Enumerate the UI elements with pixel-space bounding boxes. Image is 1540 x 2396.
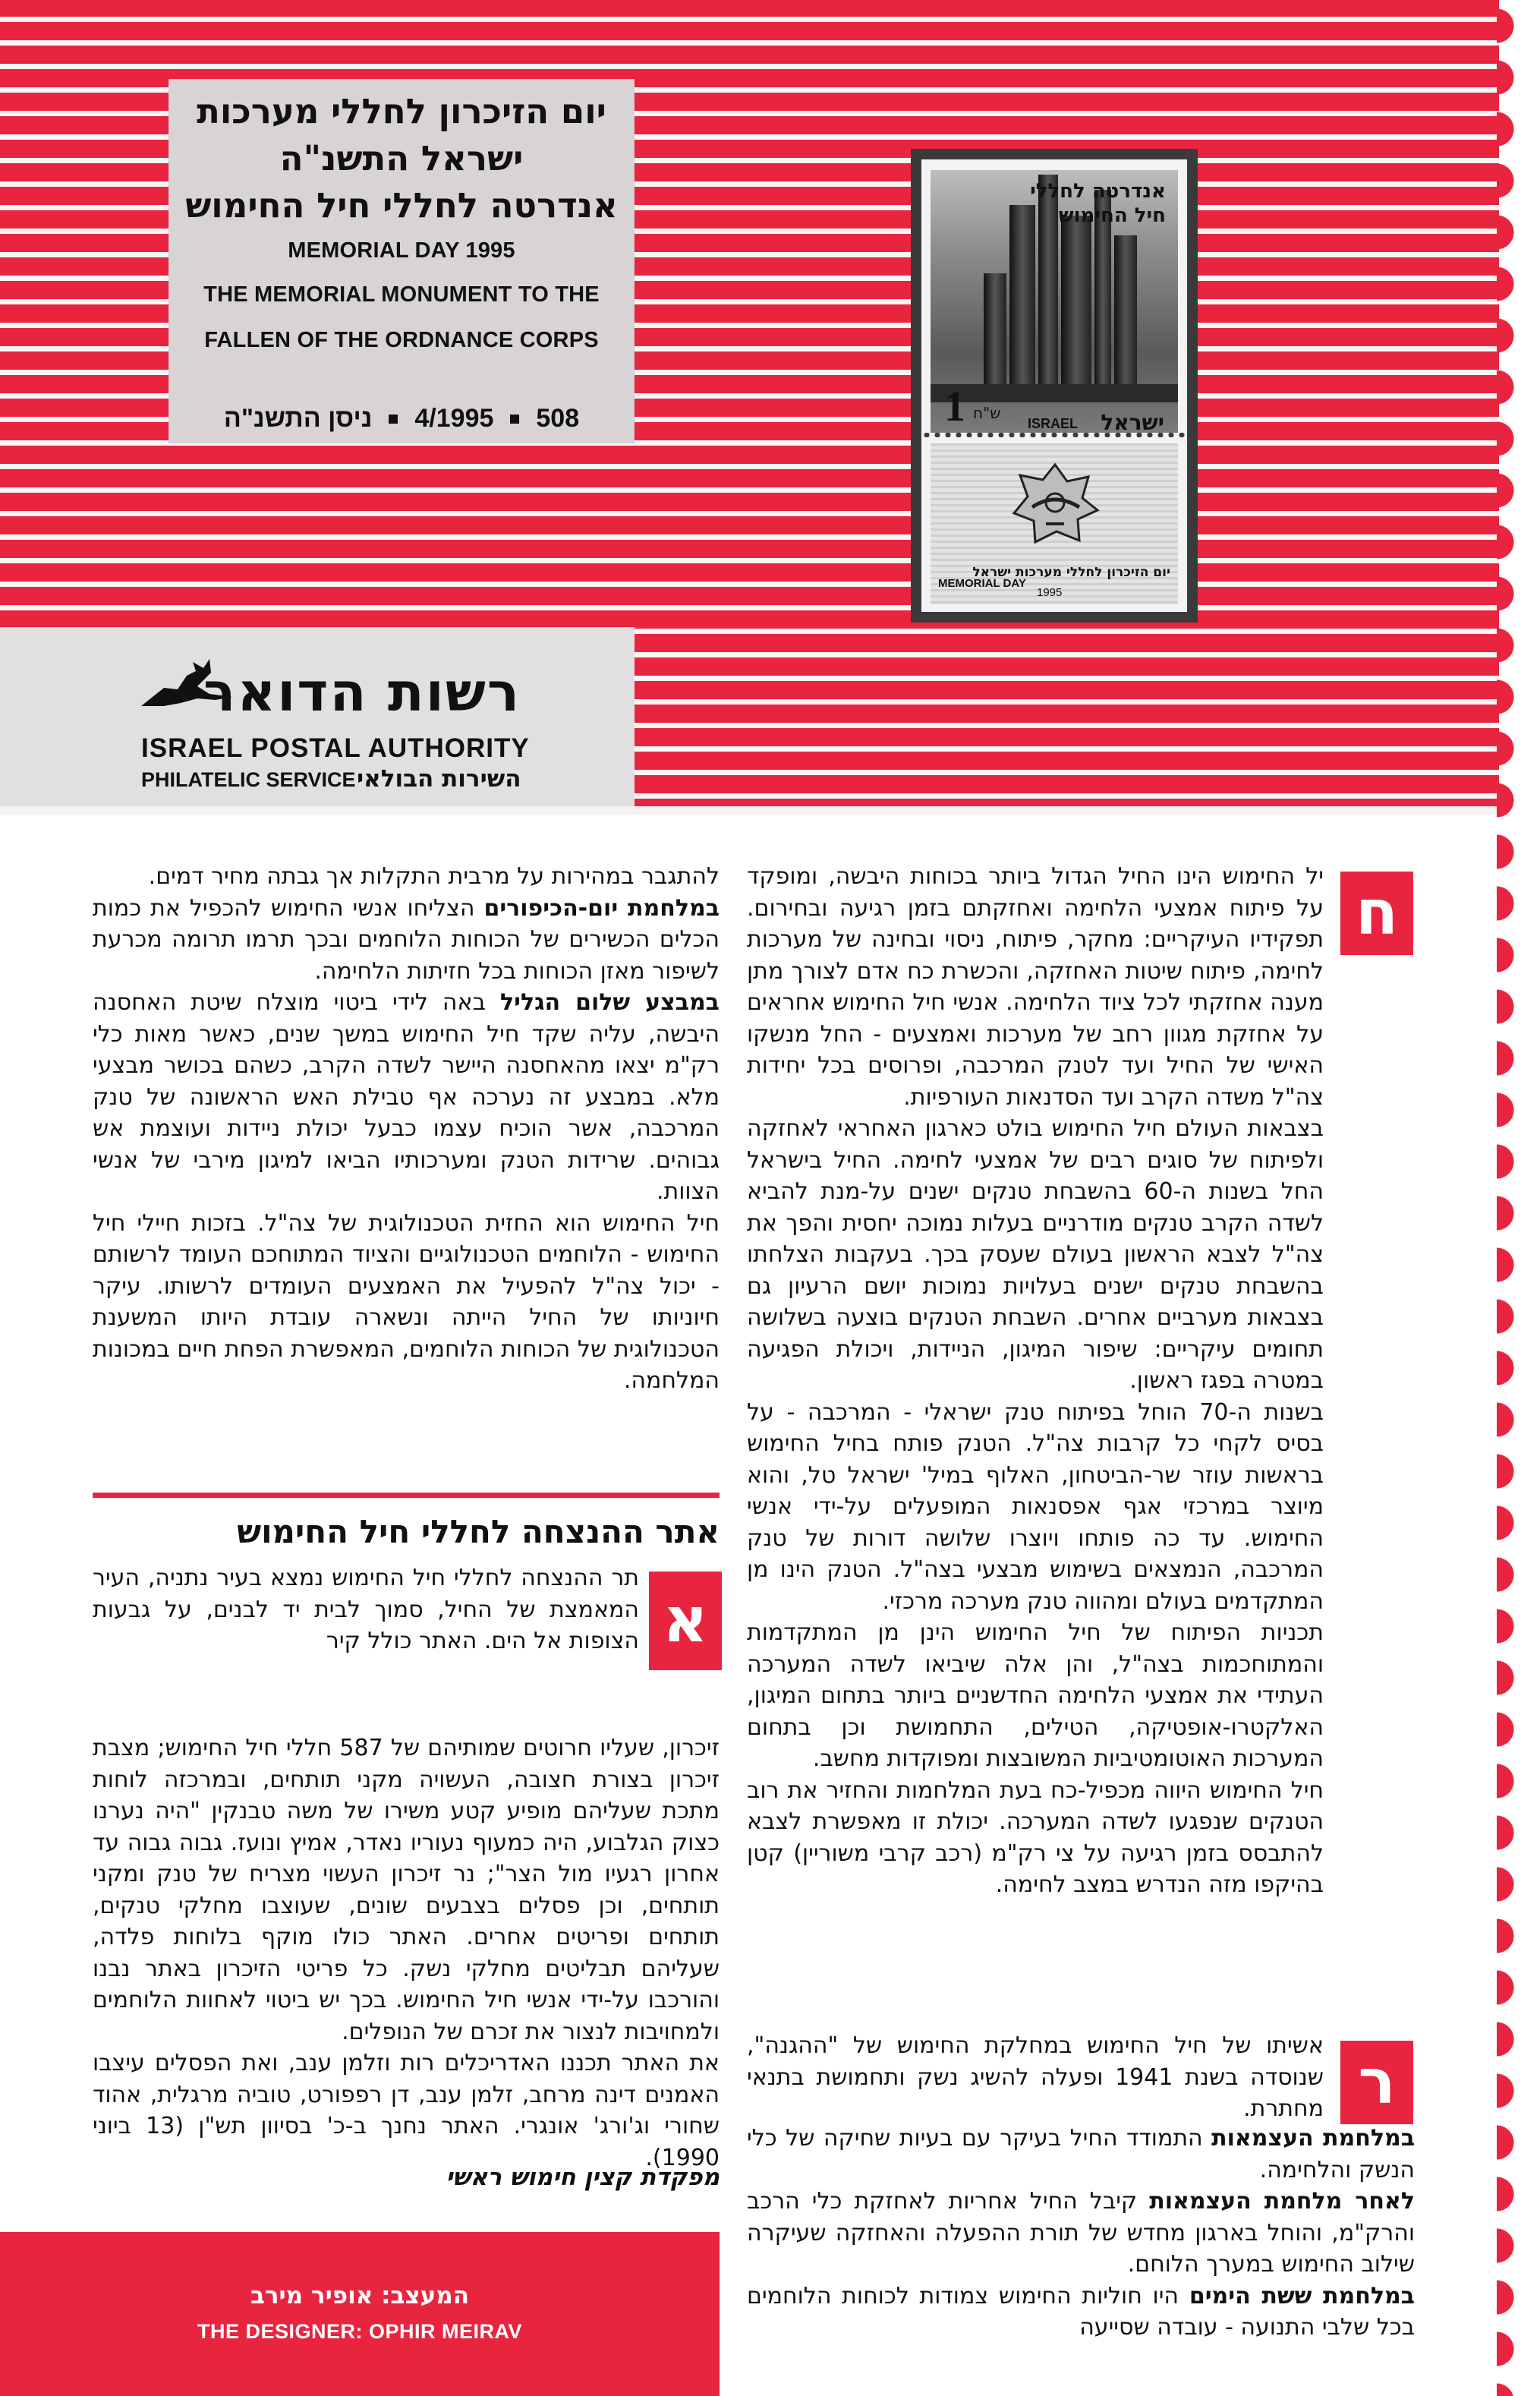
paragraph: אשיתו של חיל החימוש במחלקת החימוש של "ההגנה", שנוסדה בשנת 1941 ופעלה להשיג נשק ותחמושת בתנאי מחתרת.: [747, 2032, 1324, 2122]
paragraph: [747, 2186, 1415, 2281]
paragraph: יל החימוש הינו החיל הגדול ביותר בכוחות היבשה, ומופקד על פיתוח אמצעי הלחימה ואחזקתם בזמן רגיעה ובחירום. תפקידיו העיקריים: מחקר, פיתוח, ניסוי ובחינה של מערכות לחימה, פיתוח שיטות האחזקה, והכשרת כח אדם לצורך מתן מענה אחזקתי לכל ציוד הלחימה. אנשי חיל החימוש אחראים על אחזקת מגוון רחב של מערכות ואמצעים - החל מנשקו האישי של החיל ועד לטנק המרכבה, ופרוסים בכל יחידות צה"ל משדה הקרב ועד הסדנאות העורפיות.: [747, 863, 1324, 1111]
drop-cap-het: ח: [1340, 872, 1413, 955]
paragraph-text: באה לידי ביטוי מוצלח שיטת האחסנה היבשה, עליה שקד חיל החימוש במשך שנים, כאשר מאות כלי רק"מ יצאו מהאחסנה היישר לשדה הקרב, כשהם בכושר מבצעי מלא. במבצע זה נערכה אף טבילת האש הראשונה של טנק המרכבה, אשר הוכיח עצמו כבעל יכולת ניידות ועוצמת אש גבוהים. שרידות הטנק ומערכותיו הביאו למיגון מירבי של אנשי הצוות.: [93, 989, 720, 1205]
bullet-square-icon: [389, 415, 398, 424]
paragraph-text: היו חוליות החימוש צמודות לכוחות הלוחמים בכל שלבי התנועה - עובדה שסייעה: [747, 2282, 1415, 2341]
issue-number: 508: [536, 404, 580, 433]
stamp-currency: ש"ח: [973, 404, 1001, 422]
paragraph: [93, 893, 720, 988]
stamp-paper: [921, 159, 1187, 612]
article-resh-column: [747, 2030, 1324, 2125]
paragraph: תכניות הפיתוח של חיל החימוש הינן מן המתקדמות והמתוחכמות בצה"ל, והן אלה שיביאו לשדה המערכה העתידי את אמצעי הלחימה החדשניים ביותר בתחום המיגון, האלקטרו-אופטיקה, הטילים, התחמושת וכן בתחום המערכות האוטומטיביות המשובצות ומפוקדות מחשב.: [747, 1619, 1324, 1772]
drop-cap-aleph: א: [649, 1572, 722, 1670]
paragraph: חיל החימוש הוא החזית הטכנולוגית של צה"ל. בזכות חיילי חיל החימוש - הלוחמים הטכנולוגיים והציוד המתוחכם העומד לרשותם - יכול צה"ל להפעיל את האמצעים העומדים לרשותו. עיקר חיוניותו של החיל הייתה ונשארה עובדת היותו המשענת הטכנולוגית של הכוחות הלוחמים, המאפשרת הפחת חיים במכונות המלחמה.: [93, 1209, 720, 1394]
article-history-column: [747, 2123, 1415, 2344]
stamp: [911, 149, 1198, 623]
bold-lead: לאחר מלחמת העצמאות: [1149, 2188, 1415, 2215]
authority-name-he: רשות הדואר: [203, 661, 521, 724]
fold-separator: [0, 806, 1499, 815]
title-en-line-1: MEMORIAL DAY 1995: [288, 238, 515, 263]
paragraph: [93, 987, 720, 1208]
section-divider: [93, 1493, 720, 1498]
ordnance-emblem-icon: [1009, 459, 1101, 550]
stamp-title-he: אנדרטה לחללי חיל החימוש: [1030, 180, 1166, 227]
stamp-tab: [931, 443, 1178, 604]
title-panel: [168, 79, 635, 443]
bold-lead: במלחמת העצמאות: [1211, 2125, 1415, 2152]
issue-line: [168, 404, 635, 433]
article-right-column: [747, 861, 1324, 1901]
paragraph-text: הצליחו אנשי החימוש להכפיל את כמות הכלים הכשירים של הכוחות הלוחמים ובכך תרמו תרומה מכרעת לשיפור מאזן הכוחות בכל חזיתות הלחימה.: [93, 894, 720, 985]
bold-lead: במלחמת יום-הכיפורים: [483, 894, 720, 922]
memorial-site-intro: [93, 1562, 639, 1657]
bold-lead: במבצע שלום הגליל: [499, 989, 720, 1016]
paragraph: [747, 2123, 1415, 2186]
stamp-country-he: ישראל: [1101, 410, 1164, 433]
stamp-perforation: [921, 433, 1187, 437]
bullet-square-icon: [510, 415, 519, 424]
postal-authority-panel: [0, 627, 635, 806]
drop-cap-resh: ר: [1340, 2041, 1413, 2124]
issue-date-he: ניסן התשנ"ה: [223, 404, 373, 433]
article-left-column: [93, 861, 720, 1397]
paragraph-text: קיבל החיל אחריות לאחזקת כלי הרכב והרק"מ, והוחל בארגון מחדש של תורת ההפעלה והאחזקה שעיקרה שילוב החימוש במערך הלוחם.: [747, 2188, 1415, 2278]
designer-band: [0, 2232, 720, 2396]
title-en-line-3: FALLEN OF THE ORDNANCE CORPS: [204, 328, 599, 352]
stamp-value: 1: [944, 383, 965, 430]
bold-lead: במלחמת ששת הימים: [1189, 2282, 1415, 2309]
title-en-line-2: THE MEMORIAL MONUMENT TO THE: [203, 282, 600, 307]
paragraph: חיל החימוש היווה מכפיל-כח בעת המלחמות והחזיר את רוב הטנקים שנפגעו לשדה המערכה. יכולת זו מאפשרת לצבא להתבסס בזמן רגיעה על צי רק"מ (רכב קרבי משוריין) קטן בהיקפו מזה הנדרש במצב לחימה.: [747, 1777, 1324, 1898]
designer-credit-en: THE DESIGNER: OPHIR MEIRAV: [197, 2320, 523, 2343]
paragraph: זיכרון, שעליו חרוטים שמותיהם של 587 חללי חיל החימוש; מצבת זיכרון בצורת חצובה, העשויה מקני תותחים, ובמרכזה לוחות מתכת שעליהם מופיע קטע משירו של משה טבנקין "היה נערנו כצוק הגלבוע, היה כמעוף נעוריו נאדר, אמיץ ונועז. גבוה גבוה עד אחרון רגעיו מול הצר"; נר זיכרון העשוי מצריח של טנק ומקני תותחים, וכן פסלים בצבעים שונים, שעוצבו מחלקי טנקים, תותחים ופריטים אחרים. האתר כולו מוקף בלוחות פלדה, שעליהם תבליטים מחלקי נשק. כל פריטי הזיכרון באתר נבנו והורכבו על-ידי אנשי חיל החימוש. בכך יש ביטוי לאחוות הלוחמים ולמחויבות לנצור את זכרם של הנופלים.: [93, 1735, 720, 2045]
paragraph: בשנות ה-70 הוחל בפיתוח טנק ישראלי - המרכבה - על בסיס לקחי כל קרבות צה"ל. הטנק פותח בחיל החימוש בראשות עוזר שר-הביטחון, האלוף במיל' ישראל טל, והוא מיוצר במרכזי אגף אפסנאות המופעלים על-ידי אנשי החימוש. עד כה פותחו ויוצרו שלושה דורות של טנק המרכבה, הנמצאים בשימוש מבצעי בצה"ל. הטנק הינו מן המתקדמים בעולם ומהווה טנק מערכה מרכזי.: [747, 1398, 1324, 1615]
memorial-site-column: [93, 1732, 720, 2174]
monument-photo: [931, 170, 1178, 433]
title-he-line-2: ישראל התשנ"ה: [279, 138, 524, 178]
signature: מפקדת קצין חימוש ראשי: [446, 2164, 720, 2191]
title-he-line-3: אנדרטה לחללי חיל החימוש: [185, 185, 618, 225]
service-name-he: השירות הבולאי: [357, 765, 521, 793]
paragraph: תר ההנצחה לחללי חיל החימוש נמצא בעיר נתניה, העיר המאמצת של החיל, סמוך לבית יד לבנים, על גבעות הצופות אל הים. האתר כולל קיר: [93, 1565, 639, 1654]
paragraph-text: התמודד החיל בעיקר עם בעיות שחיקה של כלי הנשק והלחימה.: [747, 2125, 1415, 2183]
stamp-country-en: ISRAEL: [1028, 416, 1079, 431]
paragraph: להתגבר במהירות על מרבית התקלות אך גבתה מחיר דמים.: [148, 863, 720, 890]
authority-name-en: ISRAEL POSTAL AUTHORITY: [141, 733, 530, 763]
stamp-tab-text-en: MEMORIAL DAY: [938, 577, 1026, 590]
stamp-tab-text-he: יום הזיכרון לחללי מערכות ישראל: [972, 565, 1170, 580]
title-he-line-1: יום הזיכרון לחללי מערכות: [197, 91, 606, 131]
scalloped-edge: [1497, 0, 1540, 2396]
issue-date: 4/1995: [414, 404, 494, 433]
service-name-en: PHILATELIC SERVICE: [141, 768, 356, 791]
paragraph: את האתר תכננו האדריכלים רות וזלמן ענב, ואת הפסלים עיצבו האמנים דינה מרחב, זלמן ענב, דן רפפורט, טוביה מרגלית, אהוד שחורי וג'ורג' אונגרי. האתר נחנך ב-כ' בסיוון תש"ן (13 ביוני 1990).: [93, 2050, 720, 2171]
paragraph: בצבאות העולם חיל החימוש בולט כארגון האחראי לאחזקה ולפיתוח של סוגים רבים של אמצעי לחימה. החיל בישראל החל בשנות ה-60 בהשבחת טנקים ישנים על-מנת להביא לשדה הקרב טנקים מודרניים בעלות נמוכה יחסית והפך את צה"ל לצבא הראשון בעולם שעסק בכך. בעקבות הצלחתו בהשבחת טנקים ישנים בעלויות נמוכות יושם הרעיון גם בצבאות מערביים אחרים. השבחת הטנקים בוצעה בשלושה תחומים עיקריים: שיפור המיגון, הניידות, ויכולת הפגיעה במטרה בפגז ראשון.: [747, 1115, 1324, 1394]
stamp-tab-year: 1995: [1037, 586, 1063, 599]
section-heading: אתר ההנצחה לחללי חיל החימוש: [237, 1513, 720, 1550]
paragraph: [747, 2281, 1415, 2344]
designer-credit-he: המעצב: אופיר מירב: [250, 2282, 470, 2309]
